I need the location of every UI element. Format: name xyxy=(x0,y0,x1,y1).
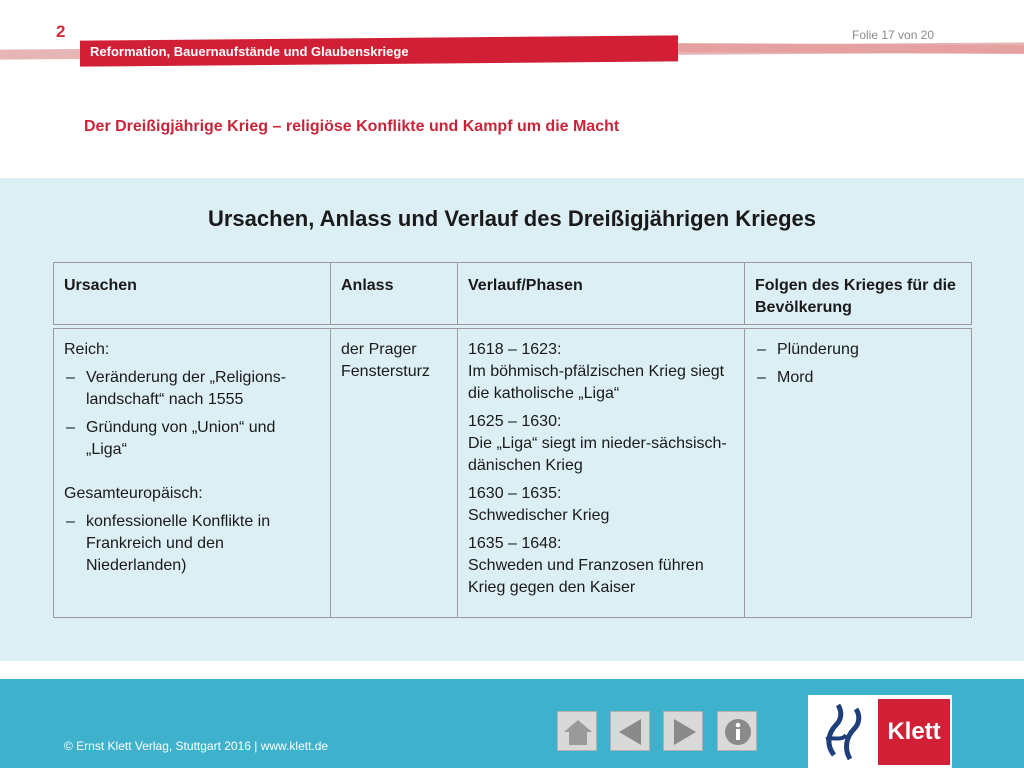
cell-verlauf xyxy=(458,329,745,617)
header-cell-folgen: Folgen des Krieges für die Bevölkerung xyxy=(755,277,956,316)
content-panel xyxy=(0,178,1024,661)
header-stripe-right xyxy=(670,43,1024,54)
previous-button[interactable] xyxy=(610,711,650,751)
header-cell-verlauf: Verlauf/Phasen xyxy=(458,263,745,324)
table-body xyxy=(53,328,972,618)
ursachen-europa-label: Gesamteuropäisch: xyxy=(64,485,203,502)
phase-item: 1630 – 1635: Schwedischer Krieg xyxy=(468,485,610,524)
klett-emblem-icon xyxy=(816,699,876,765)
ursachen-reich-label: Reich: xyxy=(64,341,110,358)
header-cell-anlass: Anlass xyxy=(331,263,458,324)
previous-icon xyxy=(611,712,651,752)
list-item: – Mord xyxy=(755,367,962,389)
header-cell-ursachen: Ursachen xyxy=(54,263,331,324)
list-item: – Veränderung der „Religions-landschaft“ nach 1555 xyxy=(66,369,287,408)
chapter-title: Reformation, Bauernaufstände und Glaubenskriege xyxy=(90,44,409,59)
list-item: – Plünderung xyxy=(755,339,962,361)
table-header xyxy=(53,262,972,325)
next-icon xyxy=(664,712,704,752)
info-icon xyxy=(718,712,758,752)
dash-bullet: – xyxy=(66,513,75,530)
home-button[interactable] xyxy=(557,711,597,751)
chapter-number: 2 xyxy=(56,22,66,41)
list-item: – konfessionelle Konflikte in Frankreich und den Niederlanden) xyxy=(66,513,271,574)
page-title: Ursachen, Anlass und Verlauf des Dreißigjährigen Krieges xyxy=(207,206,817,231)
klett-wordmark: Klett xyxy=(878,699,950,765)
list-item: – Gründung von „Union“ und „Liga“ xyxy=(66,419,276,458)
copyright-text: © Ernst Klett Verlag, Stuttgart 2016 | www.klett.de xyxy=(64,739,329,753)
home-icon xyxy=(558,712,598,752)
dash-bullet: – xyxy=(66,419,75,436)
next-button[interactable] xyxy=(663,711,703,751)
dash-bullet: – xyxy=(66,369,75,386)
cell-folgen xyxy=(745,329,972,617)
slide-counter: Folie 17 von 20 xyxy=(852,28,935,42)
klett-logo xyxy=(808,695,952,768)
phase-item: 1618 – 1623: Im böhmisch-pfälzischen Krieg siegt die katholische „Liga“ xyxy=(468,341,725,402)
footer-bar xyxy=(0,679,1024,768)
cell-ursachen xyxy=(54,329,331,617)
phase-item: 1635 – 1648: Schweden und Franzosen führen Krieg gegen den Kaiser xyxy=(468,535,704,596)
info-button[interactable] xyxy=(717,711,757,751)
dash-bullet: – xyxy=(757,369,766,386)
section-title: Der Dreißigjährige Krieg – religiöse Konflikte und Kampf um die Macht xyxy=(84,118,620,135)
dash-bullet: – xyxy=(757,341,766,358)
anlass-text: der Prager Fenstersturz xyxy=(341,341,430,380)
phase-item: 1625 – 1630: Die „Liga“ siegt im nieder-sächsisch-dänischen Krieg xyxy=(468,413,727,474)
cell-anlass xyxy=(331,329,458,617)
